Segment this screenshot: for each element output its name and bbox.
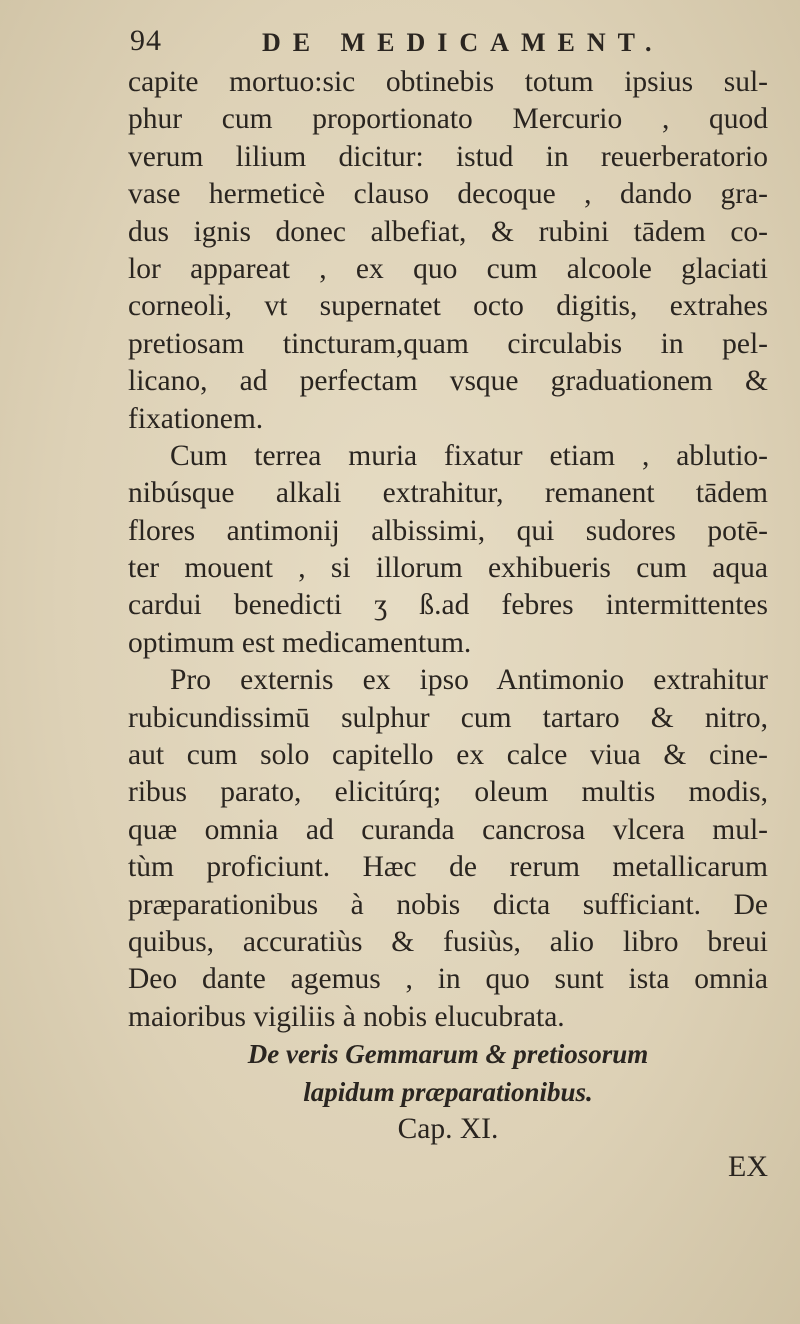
text-line: tùm proficiunt. Hæc de rerum metallicarum (128, 851, 768, 884)
text-line: optimum est medicamentum. (128, 626, 472, 659)
text-line: capite mortuo:sic obtinebis totum ipsius sul- (128, 66, 768, 98)
text-line: lor appareat , ex quo cum alcoole glaciati (128, 252, 768, 285)
text-line: maioribus vigiliis à nobis elucubrata. (128, 1000, 565, 1033)
text-line: fixationem. (128, 402, 264, 435)
running-head: DE MEDICAMENT. (262, 28, 664, 57)
chapter-title-line-1: De veris Gemmarum & pretiosorum (247, 1039, 649, 1070)
body-text (128, 64, 768, 1186)
text-line: rubicundissimū sulphur cum tartaro & nitro, (128, 701, 768, 734)
text-line: phur cum proportionato Mercurio , quod (128, 103, 768, 136)
page-header (130, 22, 760, 62)
chapter-number: Cap. XI. (397, 1112, 499, 1145)
text-line: dus ignis donec albefiat, & rubini tādem co- (128, 215, 768, 248)
page-number: 94 (130, 24, 162, 57)
text-line: aut cum solo capitello ex calce viua & cine- (128, 739, 768, 772)
text-line: præparationibus à nobis dicta sufficiant. De (128, 888, 768, 921)
text-line: quibus, accuratiùs & fusiùs, alio libro breui (128, 925, 768, 958)
text-line: nibúsque alkali extrahitur, remanent tādem (128, 477, 768, 510)
text-line: ter mouent , si illorum exhibueris cum aqua (128, 552, 768, 585)
text-line: verum lilium dicitur: istud in reuerberatorio (128, 140, 768, 173)
catchword: EX (728, 1150, 768, 1184)
text-line: quæ omnia ad curanda cancrosa vlcera mul- (128, 813, 768, 846)
text-line: pretiosam tincturam,quam circulabis in pel- (128, 327, 768, 360)
text-line: cardui benedicti ʒ ß.ad febres intermittentes (128, 589, 768, 622)
text-line: corneoli, vt supernatet octo digitis, extrahes (128, 290, 768, 323)
text-line: ribus parato, elicitúrq; oleum multis modis, (128, 776, 768, 809)
text-line: licano, ad perfectam vsque graduationem & (128, 365, 768, 398)
chapter-title-line-2: lapidum præparationibus. (303, 1076, 593, 1107)
paragraph-start-line: Cum terrea muria fixatur etiam , ablutio- (170, 439, 768, 472)
text-line: flores antimonij albissimi, qui sudores potē- (128, 514, 768, 547)
paragraph-start-line: Pro externis ex ipso Antimonio extrahitur (170, 664, 768, 697)
text-line: Deo dante agemus , in quo sunt ista omnia (128, 963, 768, 996)
text-line: vase hermeticè clauso decoque , dando gra- (128, 178, 768, 211)
